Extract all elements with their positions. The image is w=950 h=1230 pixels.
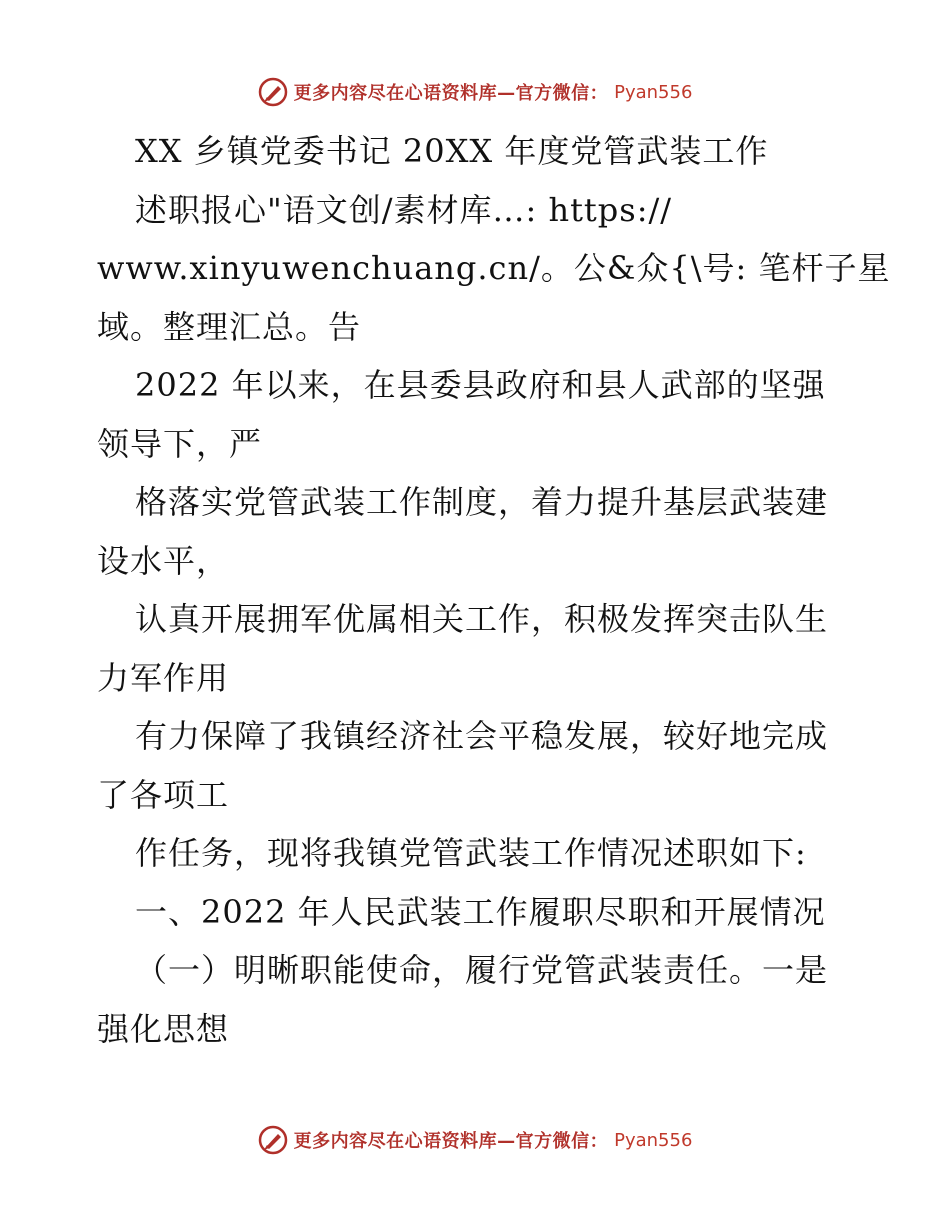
document-body: [97, 122, 891, 1058]
pen-logo-icon: [258, 1125, 288, 1155]
banner-wechat-id: Pyan556: [614, 81, 693, 103]
doc-line: www.xinyuwenchuang.cn/。公&众{\号: 笔杆子星: [97, 249, 891, 287]
doc-title-line-2: 述职报心"语文创/素材库…: https://: [135, 190, 673, 229]
pen-logo-icon: [258, 77, 288, 107]
footer-banner: [0, 1120, 950, 1160]
subsection-heading: （一）明晰职能使命，履行党管武装责任。一是: [135, 951, 829, 989]
banner-text: 更多内容尽在心语资料库—官方微信：: [293, 83, 609, 104]
doc-line: 格落实党管武装工作制度，着力提升基层武装建: [135, 483, 829, 521]
doc-line: 设水平，: [97, 541, 230, 580]
banner-wechat-id: Pyan556: [614, 1129, 693, 1151]
doc-line: 2022 年以来，在县委县政府和县人武部的坚强: [135, 366, 826, 404]
section-heading: 一、2022 年人民武装工作履职尽职和开展情况: [135, 892, 826, 931]
doc-line: 认真开展拥军优属相关工作，积极发挥突击队生: [135, 600, 829, 638]
doc-line: 领导下，严: [97, 424, 263, 463]
doc-title-line-1: XX 乡镇党委书记 20XX 年度党管武装工作: [135, 132, 769, 170]
doc-line: 有力保障了我镇经济社会平稳发展，较好地完成: [135, 717, 829, 755]
banner-text: 更多内容尽在心语资料库—官方微信：: [293, 1131, 609, 1152]
doc-line: 强化思想: [97, 1009, 230, 1048]
doc-line: 域。整理汇总。告: [97, 307, 362, 346]
doc-line: 力军作用: [97, 658, 230, 697]
doc-line: 作任务，现将我镇党管武装工作情况述职如下:: [135, 834, 807, 872]
doc-line: 了各项工: [97, 775, 230, 814]
header-banner: [0, 72, 950, 112]
